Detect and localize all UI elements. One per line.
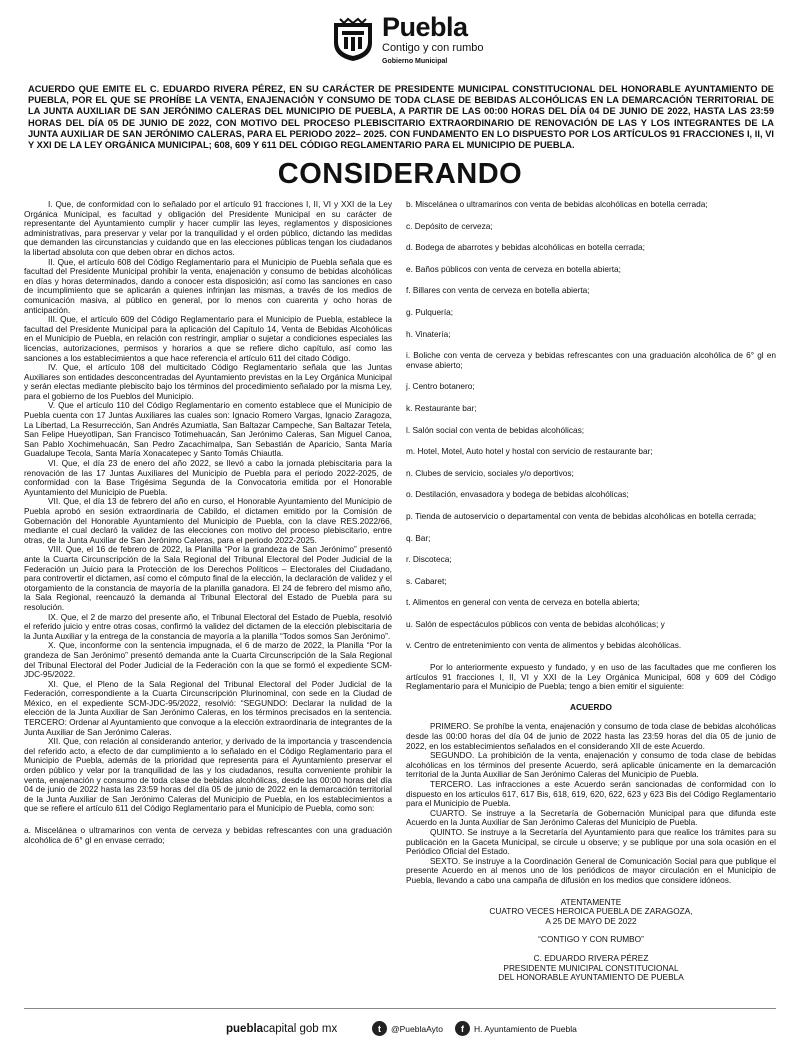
- signature-date: A 25 DE MAYO DE 2022: [545, 915, 637, 926]
- considerando-paragraph: XI. Que, el Pleno de la Sala Regional del Tribunal Electoral del Poder Judicial de la Federación, correspondiente a la Cuarta Circunscripción Plurinominal, con sede en la Ciudad de México, en el expediente SCM-JDC-95/2022, resolvió: “SEGUNDO: Declarar la nulidad de la elección de la Junta Auxiliar de San Jerónimo Caleras, en los términos precisados en la sentencia. TERCERO: Ordenar al Ayuntamiento que convoque a la elección extraordinaria de integrantes de la Junta Auxiliar de San Jerónimo Caleras.: [24, 678, 392, 737]
- considerando-paragraph: X. Que, inconforme con la sentencia impugnada, el 6 de marzo de 2022, la Planilla “Por la grandeza de San Jerónimo” presentó demanda ante la Cuarta Circunscripción de la Sala Regional del Tribunal Electoral del Poder Judicial de la Federación con la que se formó el expediente SCM-JDC-95/2022.: [24, 640, 392, 680]
- list-item: t. Alimentos en general con venta de cerveza en botella abierta;: [406, 597, 640, 608]
- list-item: g. Pulquería;: [406, 306, 454, 317]
- facebook-icon: f: [455, 1021, 470, 1036]
- brand-government: Gobierno Municipal: [382, 58, 448, 65]
- acuerdo-article: TERCERO. Las infracciones a este Acuerdo serán sancionadas de conformidad con lo dispuesto en los artículos 617, 617 Bis, 618, 619, 620, 622, 623 y 623 Bis del Código Reglamentario para el Municipio de Puebla.: [406, 779, 776, 809]
- puebla-logo: [330, 14, 484, 65]
- considerando-paragraph: IV. Que, el artículo 108 del multicitado Código Reglamentario señala que las Juntas Auxiliares son entidades desconcentradas del Ayuntamiento previstas en la Ley Orgánica Municipal y serán electas mediante plebiscito bajo los términos del procedimiento señalado por la misma Ley, para el gobierno de los Pueblos del Municipio.: [24, 362, 392, 401]
- acuerdo-article: CUARTO. Se instruye a la Secretaría de Gobernación Municipal para que difunda este Acuerdo en la Junta Auxiliar de San Jerónimo Caleras del Municipio de Puebla.: [406, 807, 776, 828]
- list-item: j. Centro botanero;: [406, 381, 475, 392]
- coat-of-arms-icon: [330, 17, 376, 63]
- considerando-paragraph: V. Que el artículo 110 del Código Reglamentario en comento establece que el Municipio de Puebla cuenta con 17 Juntas Auxiliares las cuales son: Ignacio Romero Vargas, Ignacio Zaragoza, La Libertad, La Resurrección, San Andrés Azumiatla, San Baltazar Campeche, San Baltazar Tetela, San Felipe Hueyotlipan, San Francisco Totimehuacán, San Jerónimo Caleras, San Miguel Canoa, San Pablo Xochimehuacán, San Pedro Zacachimalpa, San Sebastián de Aparicio, Santa María Guadalupe Tecola, Santa María Xonacatepec y Santo Tomás Chiautla.: [24, 400, 392, 459]
- signature-place: CUATRO VECES HEROICA PUEBLA DE ZARAGOZA,: [489, 906, 693, 917]
- brand-name: Puebla: [382, 12, 468, 42]
- list-item: u. Salón de espectáculos públicos con venta de bebidas alcohólicas; y: [406, 618, 665, 629]
- acuerdo-article: QUINTO. Se instruye a la Secretaría del Ayuntamiento para que realice los trámites para su publicación en la Gaceta Municipal, se circule u observe; y se publique por una sola ocasión en el Periódico Oficial del Estado.: [406, 826, 776, 857]
- signature-motto: “CONTIGO Y CON RUMBO”: [538, 934, 644, 945]
- list-item: e. Baños públicos con venta de cerveza en botella abierta;: [406, 263, 621, 274]
- signature-block: [406, 898, 776, 983]
- list-item: h. Vinatería;: [406, 328, 451, 339]
- list-item: f. Billares con venta de cerveza en botella abierta;: [406, 285, 590, 296]
- list-item: l. Salón social con venta de bebidas alcohólicas;: [406, 424, 585, 435]
- list-item: i. Boliche con venta de cerveza y bebidas refrescantes con una graduación alcohólica de 6° gl en envase abierto;: [406, 350, 776, 370]
- footer-website[interactable]: pueblacapital gob mx: [226, 1023, 338, 1035]
- acuerdo-article: SEXTO. Se instruye a la Coordinación General de Comunicación Social para que publique el presente Acuerdo en al menos uno de los periódicos de mayor circulación en el Municipio de Puebla, llevando a cabo una campaña de difusión en los medios que considere idóneos.: [406, 855, 776, 885]
- considerando-paragraph: II. Que, el artículo 608 del Código Reglamentario para el Municipio de Puebla señala que es facultad del Presidente Municipal prohibir la venta, enajenación y consumo de bebidas alcohólicas en días y horas determinados, dando a conocer esta disposición; así como las sanciones en caso de incumplimiento que se aplicarán a quienes infrinjan las mismas, a través de los medios de comunicación masiva, al público en general, por lo menos con cuarenta y ocho horas de anticipación.: [24, 256, 392, 315]
- footer-divider: [24, 1008, 776, 1009]
- left-column: [24, 200, 392, 845]
- acuerdo-heading: ACUERDO: [570, 701, 612, 712]
- twitter-icon: t: [372, 1021, 387, 1036]
- considerando-paragraph: VIII. Que, el 16 de febrero de 2022, la Planilla “Por la grandeza de San Jerónimo” presentó ante la Cuarta Circunscripción de la Sala Regional del Tribunal Electoral del Poder Judicial de la Federación un Juicio para la Protección de los Derechos Políticos – Electorales del Ciudadano, para controvertir el dictamen, así como el cómputo final de la elección, la declaración de validez y el otorgamiento de la constancia de mayoría de la planilla ganadora. El 24 de febrero del mismo año, la Sala Regional, reencauzó la demanda al Tribunal Electoral del Estado de Puebla para su resolución.: [24, 544, 392, 612]
- right-column: [406, 200, 776, 983]
- list-item: c. Depósito de cerveza;: [406, 220, 493, 231]
- acuerdo-intro: Por lo anteriormente expuesto y fundado, y en uso de las facultades que me confieren los artículos 91 fracciones I, II, VI y XXI de la Ley Orgánica Municipal, 608 y 609 del Código Reglamentario para el Municipio de Puebla; tengo a bien emitir el siguiente:: [406, 662, 776, 692]
- list-item: d. Bodega de abarrotes y bebidas alcohólicas en botella cerrada;: [406, 242, 645, 253]
- section-heading: CONSIDERANDO: [277, 158, 523, 190]
- document-title: ACUERDO QUE EMITE EL C. EDUARDO RIVERA PÉREZ, EN SU CARÁCTER DE PRESIDENTE MUNICIPAL CONSTITUCIONAL DEL HONORABLE AYUNTAMIENTO DE PUEBLA, POR EL QUE SE PROHÍBE LA VENTA, ENAJENACIÓN Y CONSUMO DE TODA CLASE DE BEBIDAS ALCOHÓLICAS EN LA DEMARCACIÓN TERRITORIAL DE LA JUNTA AUXILIAR DE SAN JERÓNIMO CALERAS DEL MUNICIPIO DE PUEBLA, A PARTIR DE LAS 00:00 HORAS DEL DÍA 04 DE JUNIO DE 2022, HASTA LAS 23:59 HORAS DEL DÍA 05 DE JUNIO DE 2022, CON MOTIVO DEL PROCESO PLEBISCITARIO EXTRAORDINARIO DE RENOVACIÓN DE LAS Y LOS INTEGRANTES DE LA JUNTA AUXILIAR DE SAN JERÓNIMO CALERAS, PARA EL PERIODO 2022– 2025. CON FUNDAMENTO EN LO DISPUESTO POR LOS ARTÍCULOS 91 FRACCIONES I, II, VI Y XXI DE LA LEY ORGÁNICA MUNICIPAL; 608, 609 Y 611 DEL CÓDIGO REGLAMENTARIO PARA EL MUNICIPIO DE PUEBLA.: [28, 84, 774, 151]
- list-item: p. Tienda de autoservicio o departamental con venta de bebidas alcohólicas en botella cerrada;: [406, 510, 757, 521]
- list-item: n. Clubes de servicio, sociales y/o deportivos;: [406, 467, 574, 478]
- list-item: o. Destilación, envasadora y bodega de bebidas alcohólicas;: [406, 489, 629, 500]
- signature-name: C. EDUARDO RIVERA PÉREZ: [533, 952, 649, 963]
- considerando-paragraph: XII. Que, con relación al considerando anterior, y derivado de la importancia y trascendencia del referido acto, a efecto de dar cumplimiento a lo señalado en el Código Reglamentario para el Municipio de Puebla, además de la prioridad que representa para el Ayuntamiento preservar el orden público y velar por la tranquilidad de las y los ciudadanos, resulta conveniente prohibir la venta, enajenación y consumo de toda clase de bebidas alcohólicas, desde las 00:00 horas del día 04 de junio de 2022 hasta las 23:59 horas del día 05 de junio de 2022 en la demarcación territorial de la Junta Auxiliar de San Jerónimo Caleras del Municipio de Puebla, en los establecimientos a que se refiere el artículo 611 del Código Reglamentario para el Municipio de Puebla, como son:: [24, 736, 392, 814]
- signature-role: PRESIDENTE MUNICIPAL CONSTITUCIONAL: [503, 962, 679, 973]
- page-footer: [0, 1008, 800, 1046]
- acuerdo-article: SEGUNDO. La prohibición de la venta, enajenación y consumo de toda clase de bebidas alcohólicas en los términos del presente Acuerdo, será aplicable únicamente en la demarcación territorial de la Junta Auxiliar de San Jerónimo Caleras del Municipio de Puebla.: [406, 750, 776, 780]
- list-item: b. Miscelánea o ultramarinos con venta de bebidas alcohólicas en botella cerrada;: [406, 199, 708, 209]
- footer-twitter[interactable]: t @PueblaAyto: [372, 1021, 443, 1036]
- considerando-paragraph: VII. Que, el día 13 de febrero del año en curso, el Honorable Ayuntamiento del Municipio de Puebla aprobó en sesión extraordinaria de Cabildo, el dictamen emitido por la Comisión de Gobernación del Honorable Ayuntamiento del Municipio de Puebla, con la clave RES.2022/66, mediante el cual declaró la validez de las elecciones con motivo del proceso plebiscitario, entre otras, de la Junta Auxiliar de San Jerónimo Caleras, para el periodo 2022-2025.: [24, 496, 392, 545]
- list-item: m. Hotel, Motel, Auto hotel y hostal con servicio de restaurante bar;: [406, 446, 653, 457]
- list-item: v. Centro de entretenimiento con venta de alimentos y bebidas alcohólicas.: [406, 640, 682, 651]
- acuerdo-article: PRIMERO. Se prohíbe la venta, enajenación y consumo de toda clase de bebidas alcohólicas desde las 00:00 horas del día 04 de junio de 2022 hasta las 23:59 horas del día 05 de junio de 2022, en los establecimientos señalados en el considerando XII de este Acuerdo.: [406, 721, 776, 751]
- considerando-paragraph: VI. Que, el día 23 de enero del año 2022, se llevó a cabo la jornada plebiscitaria para la renovación de las 17 Juntas Auxiliares del Municipio de Puebla para el periodo 2022-2025, de conformidad con la Base Trigésima Segunda de la Convocatoria emitida por el Honorable Ayuntamiento del Municipio de Puebla.: [24, 458, 392, 497]
- considerando-paragraph: III. Que, el artículo 609 del Código Reglamentario para el Municipio de Puebla, establece la facultad del Presidente Municipal para la aplicación del Capítulo 14, Venta de Bebidas Alcohólicas en el Municipio de Puebla, en relación con restringir, ampliar o sujetar a condiciones especiales las licencias, autorizaciones, permisos y horarios a que se refiere dicho capítulo, así como las sanciones a los establecimientos a que hace referencia el artículo 611 del citado Código.: [24, 314, 392, 363]
- brand-slogan: Contigo y con rumbo: [382, 42, 484, 54]
- list-item: s. Cabaret;: [406, 575, 447, 586]
- acuerdo-articles: [406, 722, 776, 885]
- establishment-list: [406, 200, 776, 651]
- signature-role: DEL HONORABLE AYUNTAMIENTO DE PUEBLA: [498, 972, 684, 983]
- considerando-paragraph: IX. Que, el 2 de marzo del presente año, el Tribunal Electoral del Estado de Puebla, resolvió el referido juicio y entre otras cosas, confirmó la validez del dictamen de la elección plebiscitaria de la Junta Auxiliar y la entrega de la constancia de mayoría a la planilla “Todos somos San Jerónimo”.: [24, 611, 392, 641]
- list-item: q. Bar;: [406, 532, 431, 543]
- list-item: k. Restaurante bar;: [406, 402, 477, 413]
- page-header: [0, 0, 800, 72]
- footer-facebook[interactable]: f H. Ayuntamiento de Puebla: [455, 1021, 577, 1036]
- considerandos: [24, 200, 392, 814]
- list-item: r. Discoteca;: [406, 554, 452, 565]
- list-item: a. Miscelánea o ultramarinos con venta de cerveza y bebidas refrescantes con una graduación alcohólica de 6° gl en envase cerrado;: [24, 825, 392, 845]
- signature-atentamente: ATENTAMENTE: [560, 896, 622, 907]
- considerando-paragraph: I. Que, de conformidad con lo señalado por el artículo 91 fracciones I, II, VI y XXI de la Ley Orgánica Municipal, es facultad y obligación del Presidente Municipal en su carácter de representante del Ayuntamiento cumplir y hacer cumplir las leyes, reglamentos y disposiciones administrativas, para preservar y velar por la tranquilidad y el orden público, dictando las medidas que demanden las circunstancias y cuidando que en las elecciones públicas tengan los ciudadanos la libertad absoluta con que deben obrar en dichos actos.: [24, 199, 392, 257]
